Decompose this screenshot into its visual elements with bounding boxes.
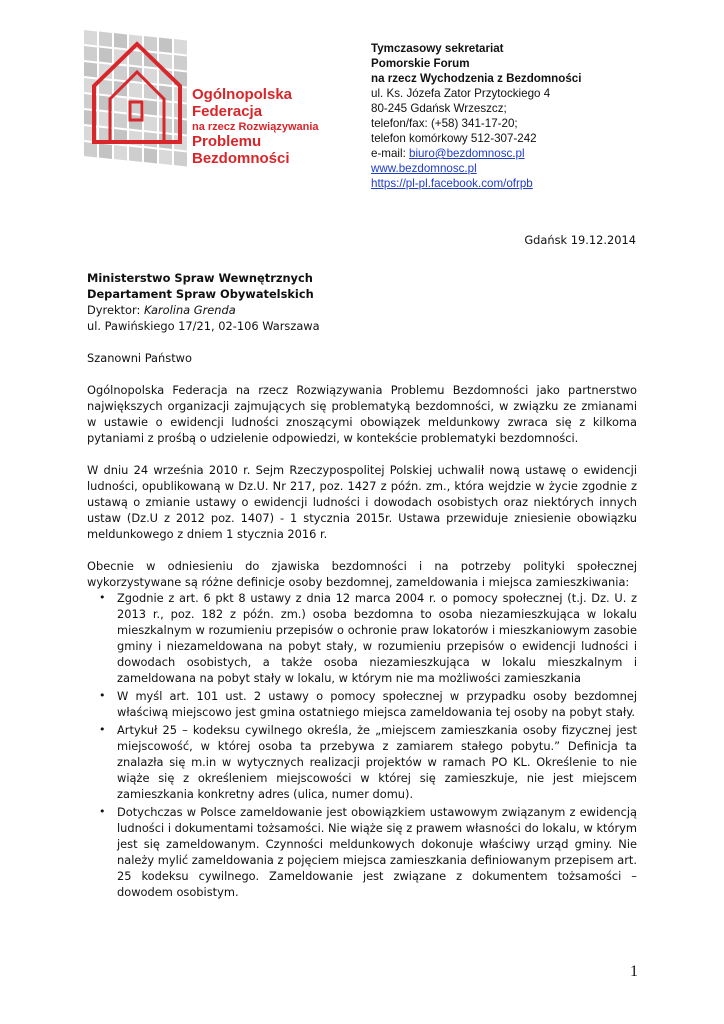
- list-item: [87, 590, 637, 686]
- director-label: Dyrektor:: [87, 303, 144, 317]
- recipient-address: ul. Pawińskiego 17/21, 02-106 Warszawa: [87, 319, 320, 333]
- sender-line: ul. Ks. Józefa Zator Przytockiego 4: [371, 87, 551, 100]
- director-line: [87, 302, 637, 318]
- bullet-icon: •: [99, 591, 106, 604]
- list-item: [87, 804, 637, 900]
- logo-grid-cell: [114, 33, 127, 49]
- bullet-list: [87, 590, 637, 902]
- email-line: [371, 146, 671, 161]
- sender-line: Pomorskie Forum: [371, 57, 470, 70]
- logo-grid-cell: [144, 148, 157, 164]
- email-label: e-mail:: [371, 147, 410, 160]
- logo-grid-cell: [114, 97, 127, 113]
- house-grid-logo-icon: [80, 24, 200, 169]
- logo-grid-cell: [144, 36, 157, 52]
- salutation: Szanowni Państwo: [87, 351, 192, 365]
- logo-text-line2: na rzecz Rozwiązywania: [192, 120, 319, 133]
- logo-grid-cell: [174, 39, 187, 55]
- bullet-icon: •: [99, 689, 106, 702]
- list-item-text: Zgodnie z art. 6 pkt 8 ustawy z dnia 12 marca 2004 r. o pomocy społecznej (t.j. Dz. U. z 2013 r., poz. 182 z późn. zm.) osoba bezdomna to osoba niezamieszkująca w lokalu mieszkalnym w rozumieniu przepisów o ochronie praw lokatorów i mieszkaniowym zasobie gminy i niezameldowana na pobyt stały, w rozumieniu przepisów o ewidencji ludności i dowodach osobistych, a także osoba niezamieszkująca w lokalu mieszkalnym i zameldowana na pobyt stały w lokalu, w którym nie ma możliwości zamieszkania: [117, 591, 637, 685]
- logo-grid-cell: [129, 147, 142, 163]
- logo-grid-cell: [99, 144, 112, 160]
- logo-grid-cell: [84, 30, 97, 46]
- logo-grid-cell: [174, 55, 187, 71]
- logo-grid-cell: [144, 132, 157, 148]
- recipient-line: Departament Spraw Obywatelskich: [87, 287, 314, 301]
- facebook-link[interactable]: https://pl-pl.facebook.com/ofrpb: [371, 177, 533, 190]
- logo-text-line1: Ogólnopolska Federacja: [192, 86, 293, 121]
- paragraph: W dniu 24 września 2010 r. Sejm Rzeczypospolitej Polskiej uchwalił nową ustawę o ewidencji ludności, opublikowaną w Dz.U. Nr 217, poz. 1427 z późn. zm., która wejdzie w życie zgodnie z ustawą o zmianie ustawy o ewidencji ludności i dowodach osobistych oraz niektórych innych ustaw (Dz.U z 2012 poz. 1407) - 1 stycznia 2015r. Ustawa przewiduje zniesienie obowiązku meldunkowego z dniem 1 stycznia 2016 r.: [87, 463, 637, 541]
- director-block: [87, 302, 637, 334]
- logo-grid-cell: [84, 142, 97, 158]
- list-item-text: Dotychczas w Polsce zameldowanie jest obowiązkiem ustawowym związanym z ewidencją ludności i dokumentami tożsamości. Nie wiąże się z prawem własności do lokalu, w którym jest się zameldowanym. Czynności meldunkowych dokonuje właściwy urząd gminy. Nie należy mylić zameldowania z pojęciem miejsca zamieszkania definiowanym przepisem art. 25 kodeksu cywilnego. Zameldowanie jest związane z dokumentem tożsamości – dowodem osobistym.: [117, 805, 637, 899]
- director-name: Karolina Grenda: [143, 303, 236, 317]
- paragraph: Obecnie w odniesieniu do zjawiska bezdomności i na potrzeby polityki społecznej wykorzystywane są różne definicje osoby bezdomnej, zameldowania i miejsca zamieszkiwania:: [87, 559, 637, 589]
- sender-block: [371, 41, 671, 191]
- logo-grid-cell: [84, 46, 97, 62]
- bullet-icon: •: [99, 805, 106, 818]
- sender-line: telefon/fax: (+58) 341-17-20;: [371, 117, 518, 130]
- list-item-text: W myśl art. 101 ust. 2 ustawy o pomocy społecznej w przypadku osoby bezdomnej właściwą miejscowo jest gmina ostatniego miejsca zameldowania tej osoby na pobyt stały.: [117, 689, 637, 719]
- email-link[interactable]: biuro@bezdomnosc.pl: [409, 147, 525, 160]
- sender-line: Tymczasowy sekretariat: [371, 42, 504, 55]
- logo-grid-cell: [174, 151, 187, 167]
- recipient-line: Ministerstwo Spraw Wewnętrznych: [87, 271, 313, 285]
- recipient-block: [87, 270, 637, 302]
- logo-grid-cell: [159, 38, 172, 54]
- logo-grid-cell: [129, 51, 142, 67]
- paragraph: Ogólnopolska Federacja na rzecz Rozwiązywania Problemu Bezdomności jako partnerstwo największych organizacji zajmujących się problematyką bezdomności, w związku ze zmianami w ustawie o ewidencji ludności znoszącymi obowiązek meldunkowy zwraca się z kilkoma pytaniami z prośbą o udzielenie odpowiedzi, w kontekście problematyki bezdomności.: [87, 383, 637, 445]
- logo-grid-cell: [159, 150, 172, 166]
- logo-grid-cell: [144, 116, 157, 132]
- logo-grid-cell: [99, 32, 112, 48]
- page-number: 1: [630, 963, 638, 980]
- website-link[interactable]: www.bezdomnosc.pl: [371, 162, 477, 175]
- list-item-text: Artykuł 25 – kodeksu cywilnego określa, że „miejscem zamieszkania osoby fizycznej jest miejscowość, w której osoba ta przebywa z zamiarem stałego pobytu.” Definicja ta znalazła się m.in w wytycznych realizacji projektów w ramach PO KL. Określenie to nie wiąże się z określeniem miejscowości w której się zamieszkuje, nie jest miejscem zamieszkania konkretny adres (ulica, numer domu).: [117, 723, 637, 801]
- federation-logo: [80, 24, 350, 169]
- sender-line: na rzecz Wychodzenia z Bezdomności: [371, 72, 582, 85]
- logo-grid-cell: [99, 48, 112, 64]
- logo-grid-cell: [129, 83, 142, 99]
- logo-grid-cell: [144, 100, 157, 116]
- sender-line: 80-245 Gdańsk Wrzeszcz;: [371, 102, 507, 115]
- logo-grid-cell: [114, 113, 127, 129]
- letter-date: Gdańsk 19.12.2014: [524, 233, 636, 247]
- sender-line: telefon komórkowy 512-307-242: [371, 132, 537, 145]
- logo-grid-cell: [84, 62, 97, 78]
- logo-text-line3: Problemu Bezdomności: [192, 133, 290, 168]
- list-item: [87, 722, 637, 802]
- logo-grid-cell: [114, 145, 127, 161]
- list-item: [87, 688, 637, 720]
- bullet-icon: •: [99, 723, 106, 736]
